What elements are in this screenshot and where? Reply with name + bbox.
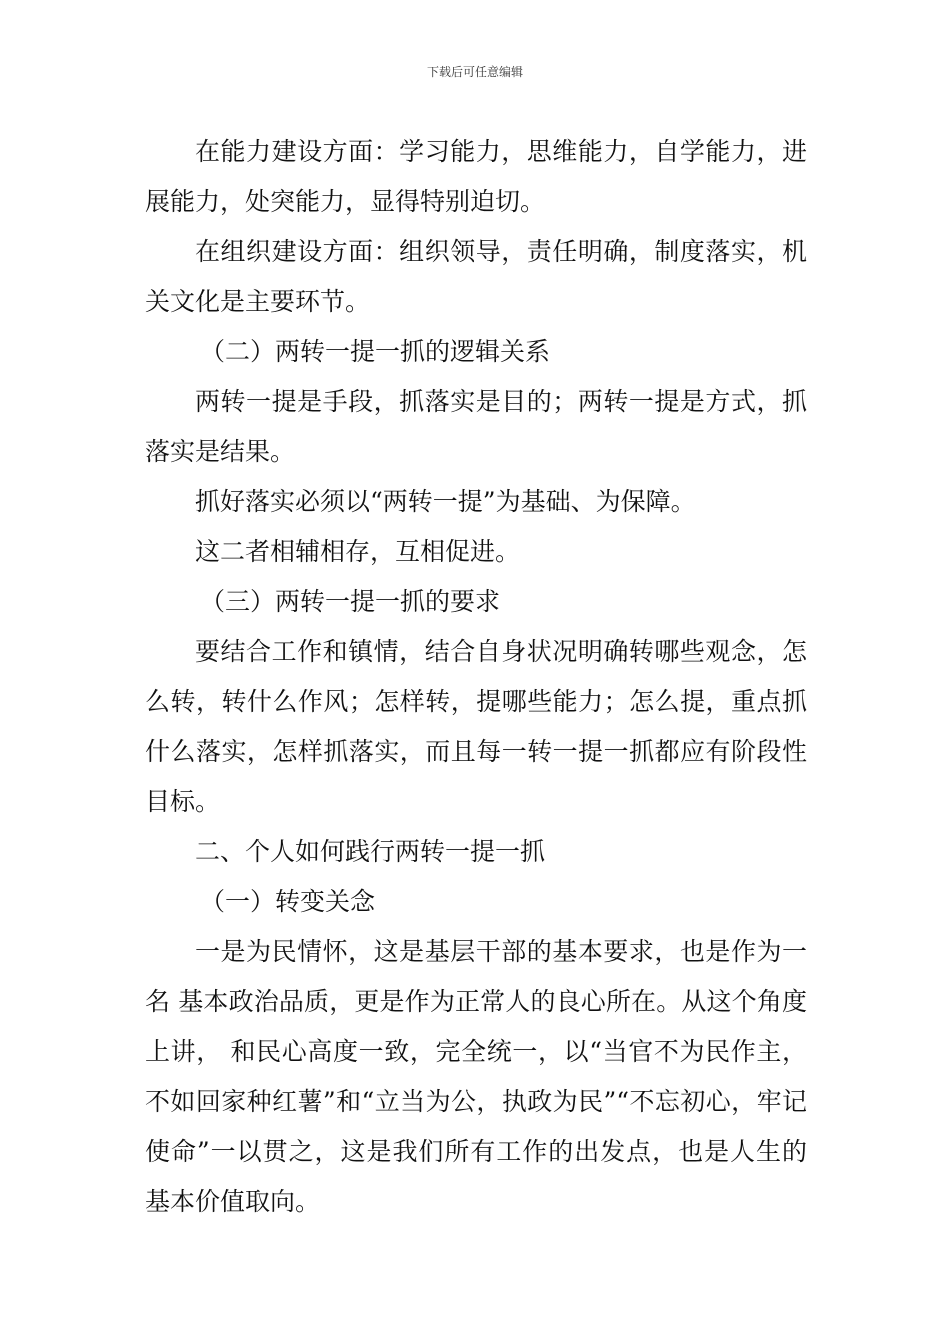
document-body [145, 127, 807, 1227]
section-heading-logic: （二）两转一提一抓的逻辑关系 [200, 337, 551, 366]
paragraph-mutual-promotion: 这二者相辅相存，互相促进。 [195, 537, 521, 566]
paragraph-organization-building: 在组织建设方面：组织领导，责任明确，制度落实，机关文化是主要环节。 [145, 237, 807, 316]
paragraph-means-and-goal: 两转一提是手段，抓落实是目的；两转一提是方式，抓落实是结果。 [145, 387, 807, 466]
paragraph-people-sentiment: 一是为民情怀，这是基层干部的基本要求，也是作为一名 基本政治品质，更是作为正常人的良心所在。从这个角度上讲， 和民心高度一致，完全统一，以“当官不为民作主，不如回家种红薯”和“立当为公，执政为民”“不忘初心，牢记使命”一以贯之，这是我们所有工作的出发点，也是人生的基本价值取向。 [145, 937, 807, 1216]
page-header-note: 下载后可任意编辑 [426, 65, 523, 79]
chapter-heading-practice: 二、个人如何践行两转一提一抓 [195, 837, 546, 866]
section-heading-change-concept: （一）转变关念 [200, 887, 376, 916]
paragraph-requirements: 要结合工作和镇情，结合自身状况明确转哪些观念，怎么转，转什么作风；怎样转，提哪些能力；怎么提，重点抓什么落实，怎样抓落实，而且每一转一提一抓都应有阶段性目标。 [145, 637, 807, 816]
section-heading-requirements: （三）两转一提一抓的要求 [200, 587, 501, 616]
paragraph-ability-building: 在能力建设方面：学习能力，思维能力，自学能力，进展能力，处突能力，显得特别迫切。 [145, 137, 807, 216]
paragraph-foundation: 抓好落实必须以“两转一提”为基础、为保障。 [195, 487, 696, 516]
